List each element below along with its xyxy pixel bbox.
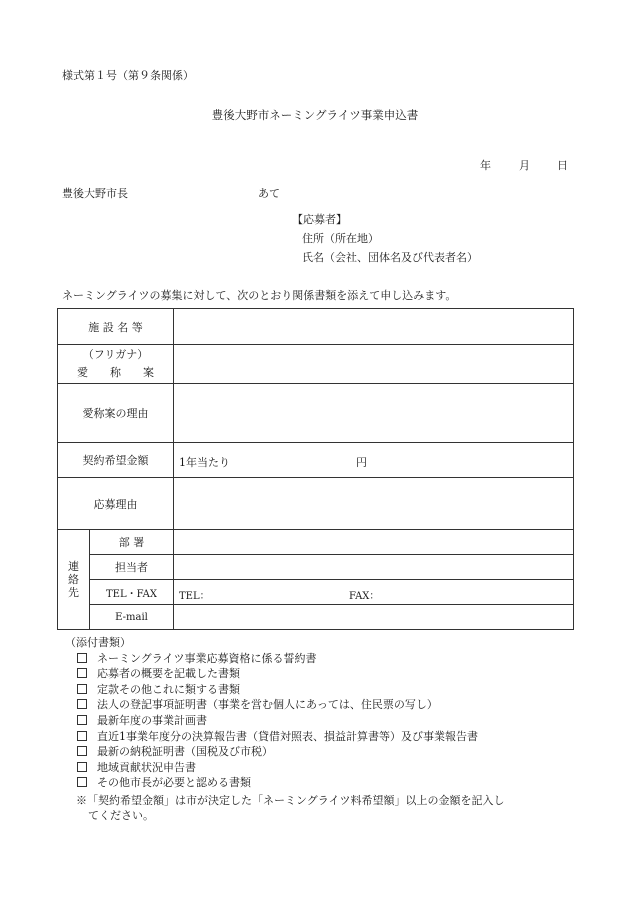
note-line-2: てください。 bbox=[88, 809, 154, 822]
attachments-heading: （添付書類） bbox=[65, 636, 131, 649]
row-telfax bbox=[58, 580, 574, 605]
tel-prefix: TEL： bbox=[179, 591, 210, 602]
checkbox[interactable] bbox=[77, 653, 87, 663]
attachment-item bbox=[65, 744, 478, 760]
proposal-field[interactable] bbox=[174, 345, 574, 384]
checkbox[interactable] bbox=[77, 668, 87, 678]
row-amount bbox=[58, 443, 574, 478]
row-reason bbox=[58, 384, 574, 443]
note-text-1: 「契約希望金額」は市が決定した「ネーミングライツ料希望額」以上の金額を記入し bbox=[87, 794, 505, 807]
amount-field[interactable] bbox=[174, 443, 574, 478]
checkbox[interactable] bbox=[77, 762, 87, 772]
row-email bbox=[58, 605, 574, 630]
proposal-label-cell bbox=[58, 345, 174, 384]
checkbox[interactable] bbox=[77, 715, 87, 725]
attachment-item-label: 法人の登記事項証明書（事業を営む個人にあっては、住民票の写し） bbox=[97, 698, 438, 712]
applicant-address-label: 住所（所在地） bbox=[302, 232, 379, 245]
attachment-item bbox=[65, 697, 478, 713]
attachment-item-label: 地域貢献状況申告書 bbox=[97, 760, 196, 774]
checkbox[interactable] bbox=[77, 699, 87, 709]
addressee-suffix: あて bbox=[258, 187, 280, 200]
row-motive bbox=[58, 478, 574, 530]
checkbox[interactable] bbox=[77, 777, 87, 787]
person-field[interactable] bbox=[174, 555, 574, 580]
attachment-item bbox=[65, 666, 478, 682]
note bbox=[76, 793, 576, 823]
attachments-section bbox=[65, 635, 478, 791]
attachment-item-label: 最新年度の事業計画書 bbox=[97, 713, 207, 727]
furigana-label: （フリガナ） bbox=[82, 348, 149, 361]
attachment-item bbox=[65, 713, 478, 729]
email-field[interactable] bbox=[174, 605, 574, 630]
checkbox[interactable] bbox=[77, 684, 87, 694]
reason-field[interactable] bbox=[174, 384, 574, 443]
proposal-label: 愛 称 案 bbox=[77, 366, 154, 379]
applicant-name-label: 氏名（会社、団体名及び代表者名） bbox=[302, 251, 478, 264]
contact-label: 連絡先 bbox=[68, 560, 79, 599]
row-person bbox=[58, 555, 574, 580]
attachment-item-label: ネーミングライツ事業応募資格に係る誓約書 bbox=[97, 651, 317, 665]
contact-label-cell bbox=[58, 530, 90, 630]
attachment-item-label: 応募者の概要を記載した書類 bbox=[97, 667, 240, 681]
attachment-item bbox=[65, 682, 478, 698]
facility-label: 施 設 名 等 bbox=[58, 309, 174, 345]
intro-text: ネーミングライツの募集に対して、次のとおり関係書類を添えて申し込みます。 bbox=[62, 289, 457, 302]
telfax-label: TEL・FAX bbox=[90, 580, 174, 605]
attachment-item-label: 定款その他これに類する書類 bbox=[97, 682, 240, 696]
row-proposal bbox=[58, 345, 574, 384]
row-facility bbox=[58, 309, 574, 345]
form-number: 様式第１号（第９条関係） bbox=[62, 69, 194, 82]
email-label: E-mail bbox=[90, 605, 174, 630]
amount-unit: 円 bbox=[356, 456, 367, 469]
attachment-item-label: その他市長が必要と認める書類 bbox=[97, 776, 251, 790]
facility-field[interactable] bbox=[174, 309, 574, 345]
applicant-heading: 【応募者】 bbox=[292, 213, 347, 226]
note-mark: ※ bbox=[76, 794, 87, 807]
attachment-item bbox=[65, 760, 478, 776]
reason-label: 愛称案の理由 bbox=[58, 384, 174, 443]
application-table bbox=[57, 308, 574, 630]
motive-label: 応募理由 bbox=[58, 478, 174, 530]
amount-prefix: 1年当たり bbox=[179, 456, 230, 469]
attachment-item bbox=[65, 651, 478, 667]
checkbox[interactable] bbox=[77, 746, 87, 756]
attachment-item bbox=[65, 775, 478, 791]
dept-field[interactable] bbox=[174, 530, 574, 555]
addressee: 豊後大野市長 bbox=[62, 187, 128, 200]
page-title: 豊後大野市ネーミングライツ事業申込書 bbox=[211, 108, 419, 122]
attachment-item-label: 直近1事業年度分の決算報告書（貸借対照表、損益計算書等）及び事業報告書 bbox=[97, 729, 478, 743]
motive-field[interactable] bbox=[174, 478, 574, 530]
row-dept bbox=[58, 530, 574, 555]
amount-label: 契約希望金額 bbox=[58, 443, 174, 478]
note-line-1 bbox=[76, 793, 576, 808]
checkbox[interactable] bbox=[77, 731, 87, 741]
attachment-item-label: 最新の納税証明書（国税及び市税） bbox=[97, 745, 273, 759]
fax-prefix: FAX： bbox=[349, 591, 380, 602]
date-month-label: 月 bbox=[519, 159, 530, 172]
dept-label: 部 署 bbox=[90, 530, 174, 555]
date-day-label: 日 bbox=[557, 159, 568, 172]
telfax-field[interactable] bbox=[174, 580, 574, 605]
date-year-label: 年 bbox=[480, 159, 491, 172]
attachment-item bbox=[65, 729, 478, 745]
person-label: 担当者 bbox=[90, 555, 174, 580]
